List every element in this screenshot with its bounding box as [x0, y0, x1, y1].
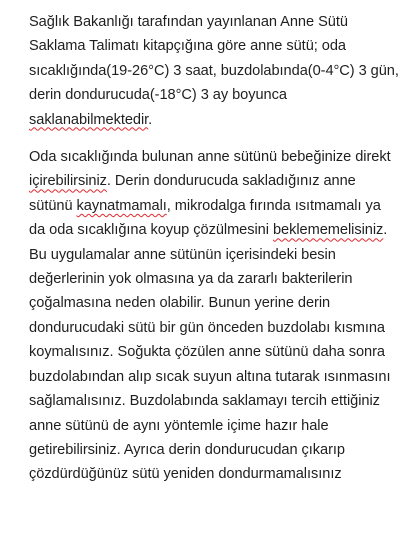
text-line: çözdürdüğünüz sütü yeniden dondurmamalısınız — [29, 466, 342, 483]
text-line: dondurucudaki sütü bir gün önceden buzdolabı kısmına — [29, 319, 386, 336]
text-line: değerlerinin yok olmasına ya da zararlı bakterilerin — [29, 271, 353, 288]
text-line: Sağlık Bakanlığı tarafından yayınlanan Anne Sütü — [29, 14, 348, 30]
text-fragment: . — [148, 111, 153, 128]
spellcheck-flagged-word[interactable]: kaynatmamalı — [76, 197, 167, 214]
text-fragment: sütünü — [29, 197, 77, 214]
spellcheck-flagged-word[interactable]: içirebilirsiniz — [29, 173, 107, 190]
text-line: sıcaklığında(19-26°C) 3 saat, buzdolabında(0-4°C) 3 gün, — [29, 62, 399, 79]
text-fragment: . Derin dondurucuda sakladığınız anne — [106, 173, 356, 190]
text-line: Saklama Talimatı kitapçığına göre anne sütü; oda — [29, 38, 346, 55]
paragraph-storage-guidelines — [29, 10, 399, 132]
text-line: getirebilirsiniz. Ayrıca derin dondurucudan çıkarıp — [29, 441, 345, 458]
text-fragment: da oda sıcaklığına koyup çözülmesini — [29, 222, 273, 239]
text-line: koymalısınız. Soğukta çözülen anne sütünü daha sonra — [29, 344, 385, 361]
text-line — [29, 108, 379, 132]
text-line: derin dondurucuda(-18°C) 3 ay boyunca — [29, 87, 287, 104]
text-line: anne sütünü de aynı yöntemle içime hazır hale — [29, 417, 329, 434]
text-line: Bu uygulamalar anne sütünün içerisindeki besin — [29, 246, 336, 263]
spellcheck-flagged-word[interactable]: saklanabilmektedir — [29, 111, 149, 128]
text-fragment: . — [383, 222, 388, 239]
text-fragment: , mikrodalga fırında ısıtmamalı ya — [166, 197, 381, 214]
text-line: çoğalmasına neden olabilir. Bunun yerine derin — [29, 295, 331, 312]
text-line — [29, 218, 388, 242]
text-line — [29, 169, 379, 193]
paragraph-usage-instructions — [29, 145, 391, 487]
text-line: sağlamalısınız. Buzdolabında saklamayı tercih ettiğiniz — [29, 393, 380, 410]
text-line: Oda sıcaklığında bulunan anne sütünü bebeğinize direkt — [29, 149, 391, 166]
article-body — [29, 10, 399, 487]
text-line — [29, 194, 379, 218]
spellcheck-flagged-word[interactable]: beklememelisiniz — [272, 222, 384, 239]
text-line: buzdolabından alıp sıcak suyun altına tutarak ısınmasını — [29, 368, 391, 385]
